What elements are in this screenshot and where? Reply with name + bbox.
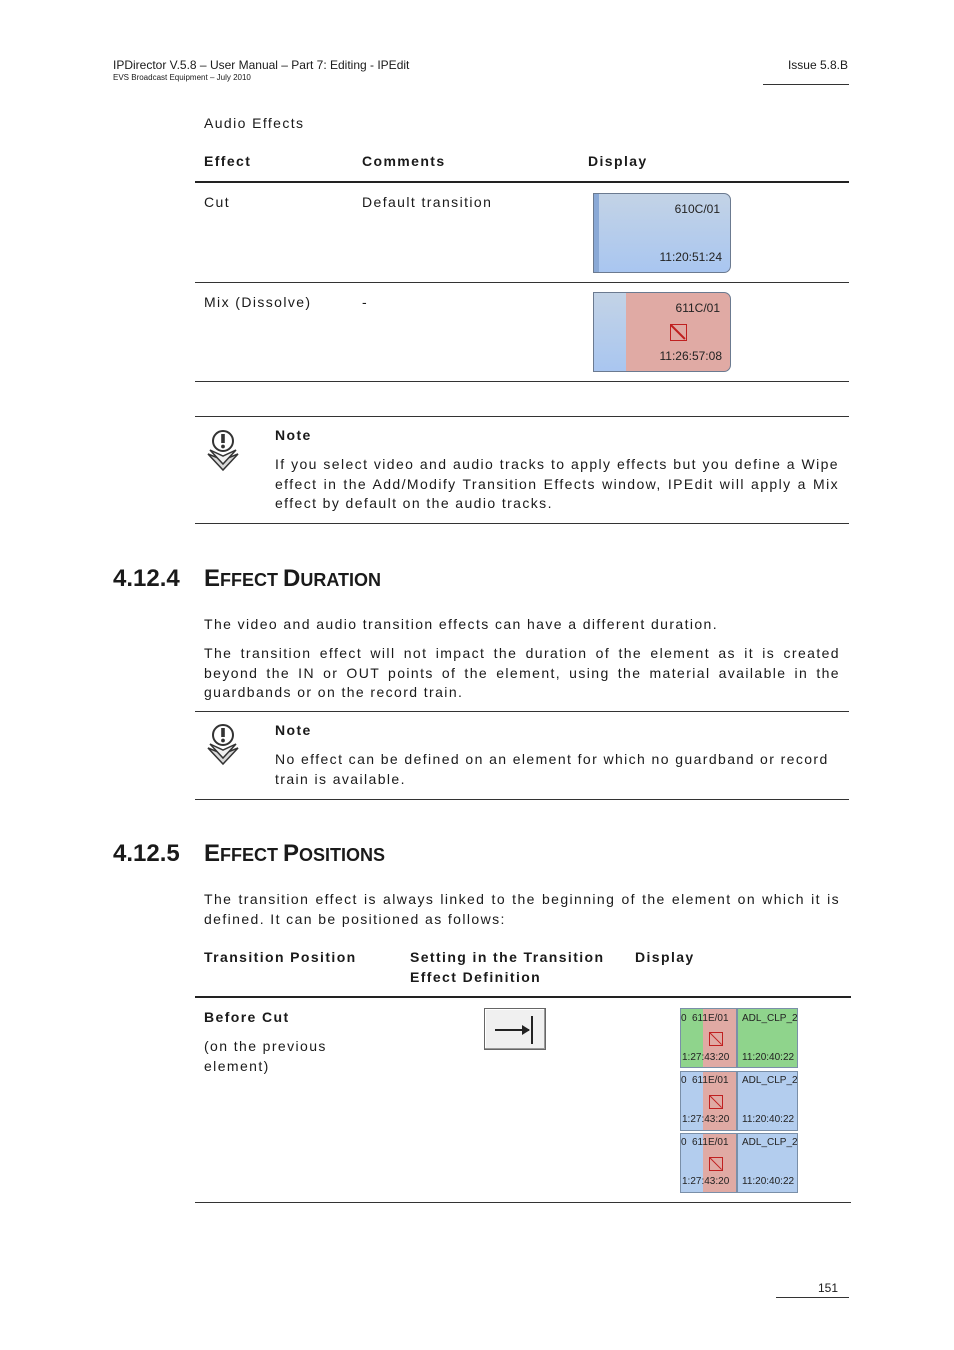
col-display-header: Display xyxy=(588,153,648,169)
section-4-12-4-title: EFFECT DURATION xyxy=(204,565,382,592)
header-subtitle: EVS Broadcast Equipment – July 2010 xyxy=(113,73,251,82)
col-comments-header: Comments xyxy=(362,153,446,169)
row-cut-effect: Cut xyxy=(204,194,230,210)
thumb-timecode: 11:26:57:08 xyxy=(659,349,722,363)
col-display-header: Display xyxy=(635,949,695,965)
mix-effect-icon xyxy=(709,1032,723,1046)
table-bottom-rule xyxy=(195,381,849,382)
row-mix-effect: Mix (Dissolve) xyxy=(204,294,312,310)
header-issue: Issue 5.8.B xyxy=(787,58,848,72)
before-cut-display-strips: 0 611E/01 1:27:43:20 ADL_CLP_2 11:20:40:22 0 611E/01 1:27:43:20 ADL_CLP_2 11:20:40:22 0 611E/01 1:27:43:20 ADL_CLP_2 11:20:40:22 xyxy=(680,1008,800,1194)
note-top-rule xyxy=(195,416,849,417)
note2-title: Note xyxy=(275,722,312,738)
row-mix-comment: - xyxy=(362,294,369,310)
arrow-to-line-icon xyxy=(493,1015,539,1045)
note-bottom-rule xyxy=(195,523,849,524)
section-4-12-4-number: 4.12.4 xyxy=(113,565,180,592)
thumb-timecode: 11:20:51:24 xyxy=(659,250,722,264)
row-divider xyxy=(195,282,849,283)
header-rule xyxy=(763,84,849,85)
row-before-cut-position: Before Cut xyxy=(204,1009,290,1025)
audio-effects-caption: Audio Effects xyxy=(204,115,305,131)
thumb-code: 611C/01 xyxy=(675,301,720,315)
table-header-rule xyxy=(195,996,851,998)
col-transition-position-header: Transition Position xyxy=(204,949,357,965)
note1-title: Note xyxy=(275,427,312,443)
mix-display-thumbnail xyxy=(593,292,731,372)
note-top-rule xyxy=(195,711,849,712)
header-title: IPDirector V.5.8 – User Manual – Part 7: Editing - IPEdit xyxy=(113,58,410,72)
section-4-12-5-para1: The transition effect is always linked to the beginning of the element on which it is defined. It can be positioned as follows: xyxy=(204,891,840,927)
note-bottom-rule xyxy=(195,799,849,800)
table-header-rule xyxy=(195,181,849,183)
table-bottom-rule xyxy=(195,1202,851,1203)
row-cut-comment: Default transition xyxy=(362,194,493,210)
mix-effect-icon xyxy=(670,324,687,341)
col-setting-header: Setting in the Transition Effect Definition xyxy=(410,949,605,985)
mix-effect-icon xyxy=(709,1157,723,1171)
section-4-12-4-para2: The transition effect will not impact the duration of the element as it is created beyond the IN or OUT points of the element, using the material available in the guardbands or on the record train. xyxy=(204,645,840,700)
section-4-12-5-number: 4.12.5 xyxy=(113,840,180,867)
note1-text: If you select video and audio tracks to apply effects but you define a Wipe effect in the Add/Modify Transition Effects window, IPEdit will apply a Mix effect by default on the audio tracks. xyxy=(275,456,839,511)
cut-display-thumbnail xyxy=(593,193,731,273)
footer-rule xyxy=(776,1297,849,1298)
col-effect-header: Effect xyxy=(204,153,252,169)
before-cut-setting-button[interactable] xyxy=(484,1008,546,1050)
section-4-12-4-para1: The video and audio transition effects can have a different duration. xyxy=(204,616,719,632)
thumb-code: 610C/01 xyxy=(674,202,720,216)
mix-effect-icon xyxy=(709,1095,723,1109)
note2-text: No effect can be defined on an element for which no guardband or record train is available. xyxy=(275,751,829,787)
note-warning-icon xyxy=(206,722,240,766)
section-4-12-5-title: EFFECT POSITIONS xyxy=(204,840,386,867)
page-number: 151 xyxy=(817,1281,838,1295)
row-before-cut-detail: (on the previous element) xyxy=(204,1038,327,1074)
note-warning-icon xyxy=(206,428,240,472)
